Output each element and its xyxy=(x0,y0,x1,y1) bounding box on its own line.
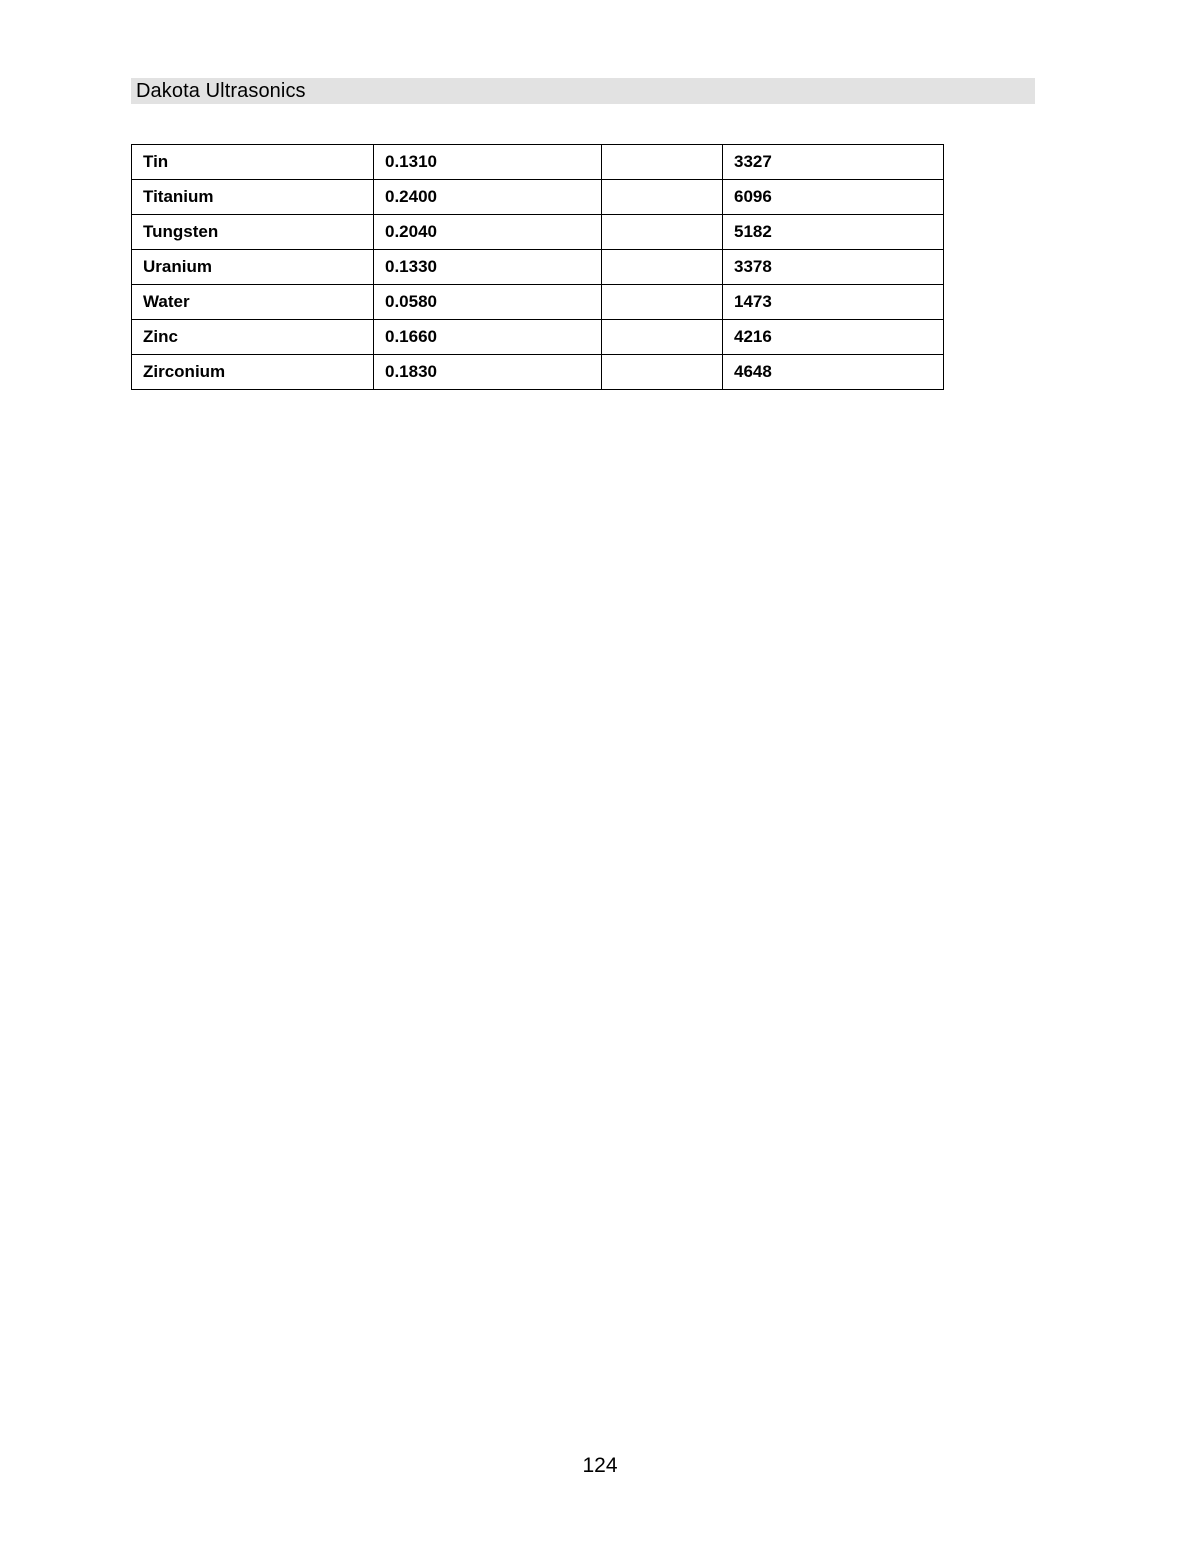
table-cell-material: Tungsten xyxy=(132,215,374,250)
table-cell-material: Zinc xyxy=(132,320,374,355)
table-cell-material: Tin xyxy=(132,145,374,180)
table-cell-velocity_in_us: 0.0580 xyxy=(374,285,602,320)
table-cell-velocity_in_us: 0.1310 xyxy=(374,145,602,180)
material-velocity-table xyxy=(131,144,944,390)
table-row xyxy=(132,180,944,215)
table-cell-velocity_m_s: 3378 xyxy=(723,250,944,285)
table-cell-velocity_m_s: 5182 xyxy=(723,215,944,250)
table-cell-blank xyxy=(602,250,723,285)
table-row xyxy=(132,355,944,390)
table-row xyxy=(132,320,944,355)
table-cell-velocity_m_s: 3327 xyxy=(723,145,944,180)
table-cell-velocity_in_us: 0.1330 xyxy=(374,250,602,285)
table-cell-velocity_m_s: 4216 xyxy=(723,320,944,355)
table-cell-material: Water xyxy=(132,285,374,320)
table-cell-blank xyxy=(602,180,723,215)
table-cell-blank xyxy=(602,355,723,390)
table-cell-velocity_m_s: 6096 xyxy=(723,180,944,215)
page-header xyxy=(131,78,1035,104)
page-number: 124 xyxy=(582,1454,618,1477)
table-cell-blank xyxy=(602,215,723,250)
table-body xyxy=(132,145,944,390)
table-cell-blank xyxy=(602,320,723,355)
table-cell-velocity_m_s: 1473 xyxy=(723,285,944,320)
table-cell-material: Titanium xyxy=(132,180,374,215)
table-cell-velocity_in_us: 0.2040 xyxy=(374,215,602,250)
table-cell-material: Uranium xyxy=(132,250,374,285)
table-row xyxy=(132,145,944,180)
table-cell-blank xyxy=(602,285,723,320)
table-cell-velocity_in_us: 0.1830 xyxy=(374,355,602,390)
page-header-title: Dakota Ultrasonics xyxy=(136,80,306,102)
table-row xyxy=(132,215,944,250)
table-row xyxy=(132,250,944,285)
table-cell-velocity_m_s: 4648 xyxy=(723,355,944,390)
table-row xyxy=(132,285,944,320)
table-cell-blank xyxy=(602,145,723,180)
table-cell-velocity_in_us: 0.1660 xyxy=(374,320,602,355)
table-cell-velocity_in_us: 0.2400 xyxy=(374,180,602,215)
table-cell-material: Zirconium xyxy=(132,355,374,390)
